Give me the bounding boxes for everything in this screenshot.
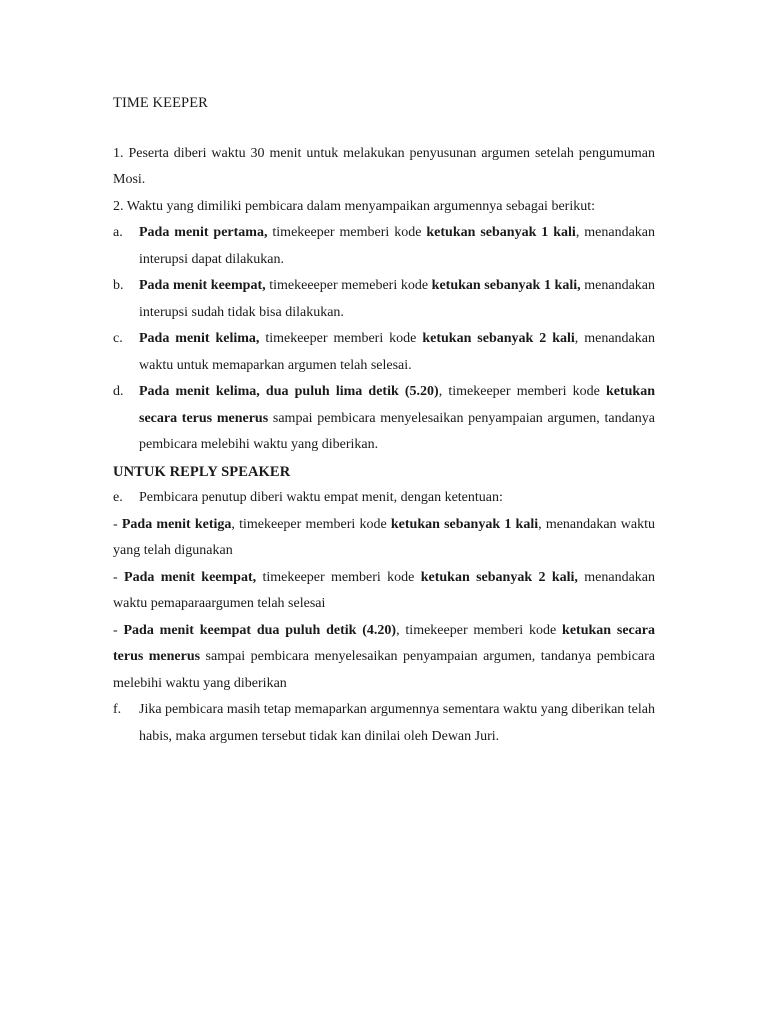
dash-marker: - [113, 516, 122, 532]
document-title: TIME KEEPER [113, 95, 208, 111]
list-body [139, 220, 655, 273]
list-marker: b. [113, 278, 124, 293]
bold-text: Pada menit keempat dua puluh detik (4.20) [123, 622, 397, 638]
plain-text: , menandakan waktu untuk memaparkan argumen telah selesai. [139, 331, 655, 373]
list-body: Jika pembicara masih tetap memaparkan argumennya sementara waktu yang diberikan telah habis, maka argumen tersebut tidak kan dinilai oleh Dewan Juri. [139, 702, 655, 744]
list-item-a [113, 220, 655, 273]
bold-text: Pada menit kelima, dua puluh lima detik (5.20) [139, 384, 439, 399]
bold-text: ketukan sebanyak 1 kali, [431, 278, 581, 293]
list-body [139, 326, 655, 379]
list-item-d [113, 379, 655, 459]
plain-text: menandakan waktu pemaparaargumen telah selesai [113, 569, 655, 611]
plain-text: , timekeeper memberi kode [396, 622, 563, 638]
bold-text: Pada menit ketiga [121, 516, 232, 532]
bold-text: Pada menit kelima, [139, 331, 260, 346]
plain-text: timekeeper memberi kode [267, 225, 427, 240]
list-item-e [113, 485, 655, 512]
list-body [139, 273, 655, 326]
plain-text: , menandakan waktu yang telah digunakan [113, 516, 655, 558]
dash-item-2 [113, 565, 655, 618]
bold-text: ketukan sebanyak 2 kali, [420, 569, 578, 585]
plain-text: , timekeeper memberi kode [438, 384, 606, 399]
plain-text: , timekeeper memberi kode [231, 516, 391, 532]
list-marker: f. [113, 702, 122, 717]
list-body: Pembicara penutup diberi waktu empat menit, dengan ketentuan: [139, 490, 503, 505]
list-marker: e. [113, 490, 123, 505]
plain-text: timekeeper memberi kode [259, 331, 423, 346]
plain-text: timekeeper memberi kode [256, 569, 421, 585]
plain-text: timekeeeper memeberi kode [265, 278, 432, 293]
bold-text: ketukan sebanyak 2 kali [422, 331, 575, 346]
list-marker: d. [113, 384, 124, 399]
bold-text: Pada menit pertama, [139, 225, 268, 240]
list-item-b [113, 273, 655, 326]
spacer [113, 117, 655, 141]
plain-text: menandakan interupsi sudah tidak bisa dilakukan. [139, 278, 656, 320]
section-heading-reply-speaker: UNTUK REPLY SPEAKER [113, 463, 291, 480]
dash-marker: - [113, 622, 124, 638]
bold-text: Pada menit keempat, [139, 278, 266, 293]
dash-marker: - [113, 569, 125, 585]
plain-text: sampai pembicara menyelesaikan penyampaian argumen, tandanya pembicara melebihi waktu yang diberikan. [139, 410, 655, 452]
bold-text: ketukan sebanyak 1 kali [390, 516, 539, 532]
list-item-c [113, 326, 655, 379]
list-marker: a. [113, 225, 123, 240]
bold-text: ketukan secara terus menerus [113, 622, 655, 664]
dash-item-3 [113, 618, 655, 698]
plain-text: sampai pembicara menyelesaikan penyampaian argumen, tandanya pembicara melebihi waktu yang diberikan [113, 649, 655, 691]
list-item-f [113, 697, 655, 750]
list-body [139, 379, 655, 459]
paragraph-1: 1. Peserta diberi waktu 30 menit untuk melakukan penyusunan argumen setelah pengumuman Mosi. [113, 145, 655, 187]
list-marker: c. [113, 331, 123, 346]
paragraph-2: 2. Waktu yang dimiliki pembicara dalam menyampaikan argumennya sebagai berikut: [113, 198, 595, 214]
bold-text: ketukan sebanyak 1 kali [426, 225, 576, 240]
bold-text: ketukan secara terus menerus [139, 384, 655, 426]
bold-text: Pada menit keempat, [124, 569, 257, 585]
document-body [113, 90, 655, 750]
plain-text: , menandakan interupsi dapat dilakukan. [139, 225, 655, 267]
dash-item-1 [113, 512, 655, 565]
